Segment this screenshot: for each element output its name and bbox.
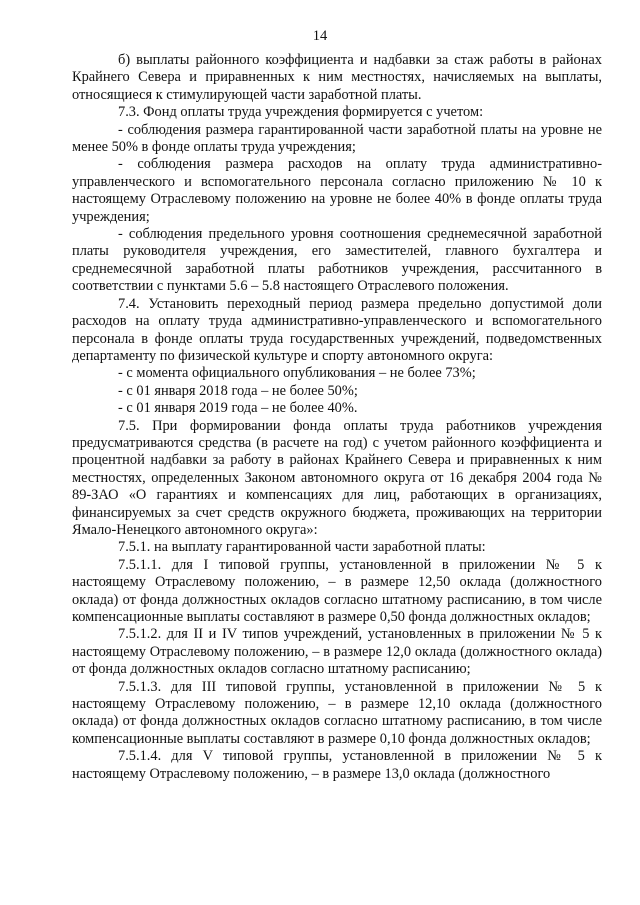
paragraph-7-4: 7.4. Установить переходный период размера предельно допустимой доли расходов на оплату труда административно-управленческого и вспомогательного персонала в фонде оплаты труда государственных учреждений, подведомственных департаменту по физической культуре и спорту автономного округа: bbox=[72, 295, 602, 364]
paragraph-7-5-1-4: 7.5.1.4. для V типовой группы, установленной в приложении № 5 к настоящему Отраслевому положению, – в размере 13,0 оклада (должностного bbox=[72, 748, 602, 782]
list-item-2018: - с 01 января 2018 года – не более 50%; bbox=[118, 382, 358, 399]
paragraph-7-3: 7.3. Фонд оплаты труда учреждения формируется с учетом: bbox=[118, 104, 484, 121]
list-item-publication: - с момента официального опубликования – не более 73%; bbox=[118, 365, 476, 382]
paragraph-7-5: 7.5. При формировании фонда оплаты труда работников учреждения предусматриваются средства (в расчете на год) с учетом районного коэффициента и процентной надбавки за работу в районах Крайнего Севера и приравненных к ним местностях, определенных Законом автономного округа от 16 декабря 2004 года № 89-ЗАО «О гарантиях и компенсациях для лиц, работающих в организациях, финансируемых за счет средств окружного бюджета, проживающих на территории Ямало-Ненецкого автономного округа»: bbox=[72, 417, 602, 538]
page-number: 14 bbox=[312, 28, 328, 44]
list-item-salary-ratio: - соблюдения предельного уровня соотношения среднемесячной заработной платы руководителя учреждения, его заместителей, главного бухгалтера и среднемесячной заработной платы работников учреждения, рассчитанного в соответствии с пунктами 5.6 – 5.8 настоящего Отраслевого положения. bbox=[72, 226, 602, 295]
paragraph-7-2-b: б) выплаты районного коэффициента и надбавки за стаж работы в районах Крайнего Севера и приравненных к ним местностях, начисляемых на выплаты, относящиеся к стимулирующей части заработной платы. bbox=[72, 52, 602, 103]
paragraph-7-5-1: 7.5.1. на выплату гарантированной части заработной платы: bbox=[118, 539, 486, 556]
list-item-admin-expenses: - соблюдения размера расходов на оплату труда административно-управленческого и вспомогательного персонала согласно приложению № 10 к настоящему Отраслевому положению на уровне не более 40% в фонде оплаты труда учреждения; bbox=[72, 156, 602, 225]
paragraph-7-5-1-2: 7.5.1.2. для II и IV типов учреждений, установленных в приложении № 5 к настоящему Отраслевому положению, – в размере 12,0 оклада (должностного оклада) от фонда должностных окладов согласно штатному расписанию; bbox=[72, 626, 602, 678]
paragraph-7-5-1-1: 7.5.1.1. для I типовой группы, установленной в приложении № 5 к настоящему Отраслевому положению, – в размере 12,50 оклада (должностного оклада) от фонда должностных окладов согласно штатному расписанию, в том числе компенсационные выплаты составляют в размере 0,50 фонда должностных окладов; bbox=[72, 556, 602, 625]
list-item-2019: - с 01 января 2019 года – не более 40%. bbox=[118, 400, 358, 417]
document-body bbox=[72, 52, 602, 783]
paragraph-7-5-1-3: 7.5.1.3. для III типовой группы, установленной в приложении № 5 к настоящему Отраслевому положению, – в размере 12,10 оклада (должностного оклада) от фонда должностных окладов согласно штатному расписанию, в том числе компенсационные выплаты составляют в размере 0,10 фонда должностных окладов; bbox=[72, 678, 602, 747]
list-item-guaranteed-part: - соблюдения размера гарантированной части заработной платы на уровне не менее 50% в фонде оплаты труда учреждения; bbox=[72, 121, 602, 156]
